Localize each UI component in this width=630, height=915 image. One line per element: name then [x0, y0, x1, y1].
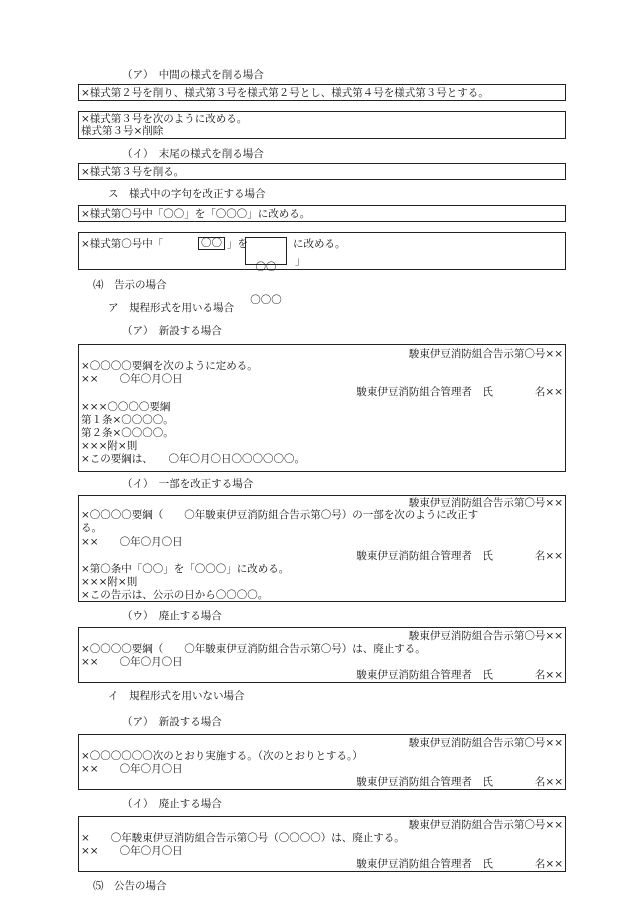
notice-line: ×××〇〇〇〇要綱 [81, 401, 171, 413]
example-line: ×様式第３号を削る。 [81, 166, 185, 178]
notice-line: ×この要綱は、 〇年〇月〇日〇〇〇〇〇〇。 [81, 453, 306, 465]
notice-line: ×××附×則 [81, 576, 138, 588]
example-box-2 [78, 111, 566, 139]
notice-signer: 駿東伊豆消防組合管理者 氏 名×× [356, 669, 563, 681]
notice-box-new-2 [78, 734, 566, 790]
notice-date: ×× 〇年〇月〇日 [81, 845, 183, 857]
notice-line: ×この告示は、公示の日から〇〇〇〇。 [81, 589, 269, 601]
notice-box-abolish-2 [78, 816, 566, 872]
notice-line: ×××附×則 [81, 440, 138, 452]
notice-signer: 駿東伊豆消防組合管理者 氏 名×× [356, 386, 563, 398]
notice-line: ×〇〇〇〇〇〇次のとおり実施する。（次のとおりとする。） [81, 750, 363, 762]
notice-date: ×× 〇年〇月〇日 [81, 763, 183, 775]
notice-number: 駿東伊豆消防組合告示第〇号×× [408, 630, 563, 642]
notice-box-new [78, 344, 566, 472]
inline-box-new-line1: 〇〇 [255, 261, 277, 273]
example-line: 様式第３号×削除 [81, 125, 164, 137]
notice-line: ×〇〇〇〇要綱（ 〇年駿東伊豆消防組合告示第〇号）の一部を次のように改正す [81, 509, 479, 521]
example-box-3 [78, 163, 566, 180]
notice-date: ×× 〇年〇月〇日 [81, 373, 183, 385]
heading-delete-middle-form: （ア） 中間の様式を削る場合 [122, 69, 264, 81]
heading-abolish-2: （イ） 廃止する場合 [122, 798, 222, 810]
example-line-prefix: ×様式第〇号中「 [81, 238, 164, 250]
section-4-heading: ⑷ 告示の場合 [93, 279, 167, 291]
notice-line: ×〇〇〇〇要綱を次のように定める。 [81, 360, 258, 372]
notice-line: る。 [81, 522, 102, 534]
heading-non-rule-format: イ 規程形式を用いない場合 [108, 690, 245, 702]
example-line-mid: 」を [227, 238, 248, 250]
section-5-heading: ⑸ 公告の場合 [93, 880, 167, 892]
notice-date: ×× 〇年〇月〇日 [81, 656, 183, 668]
heading-delete-last-form: （イ） 末尾の様式を削る場合 [122, 148, 264, 160]
notice-signer: 駿東伊豆消防組合管理者 氏 名×× [356, 776, 563, 788]
notice-number: 駿東伊豆消防組合告示第〇号×× [408, 497, 563, 509]
example-line: ×様式第３号を次のように改める。 [81, 113, 248, 125]
example-line-close: 」 [295, 255, 306, 267]
inline-box-new [245, 237, 287, 306]
notice-box-abolish [78, 627, 566, 683]
inline-box-old: 〇〇 [198, 237, 225, 250]
example-box-4 [78, 205, 566, 222]
inline-box-new-line2: 〇〇〇 [250, 294, 282, 306]
heading-partial-amend: （イ） 一部を改正する場合 [122, 478, 254, 490]
example-box-1 [78, 84, 566, 101]
heading-amend-wording-in-form: ス 様式中の字句を改正する場合 [108, 188, 266, 200]
notice-line: × 〇年駿東伊豆消防組合告示第〇号（〇〇〇〇）は、廃止する。 [81, 832, 405, 844]
notice-box-amend [78, 495, 566, 602]
notice-line: ×〇〇〇〇要綱（ 〇年駿東伊豆消防組合告示第〇号）は、廃止する。 [81, 643, 426, 655]
heading-abolish: （ウ） 廃止する場合 [122, 610, 222, 622]
heading-new-establish: （ア） 新設する場合 [122, 325, 222, 337]
example-line: ×様式第〇号中「〇〇」を「〇〇〇」に改める。 [81, 208, 311, 220]
heading-rule-format: ア 規程形式を用いる場合 [108, 302, 234, 314]
notice-line: 第１条×〇〇〇〇。 [81, 414, 174, 426]
example-line: ×様式第２号を削り、様式第３号を様式第２号とし、様式第４号を様式第３号とする。 [81, 87, 489, 99]
notice-line: 第２条×〇〇〇〇。 [81, 427, 174, 439]
notice-number: 駿東伊豆消防組合告示第〇号×× [408, 737, 563, 749]
notice-signer: 駿東伊豆消防組合管理者 氏 名×× [356, 550, 563, 562]
heading-new-establish-2: （ア） 新設する場合 [122, 716, 222, 728]
notice-number: 駿東伊豆消防組合告示第〇号×× [408, 819, 563, 831]
notice-signer: 駿東伊豆消防組合管理者 氏 名×× [356, 858, 563, 870]
notice-number: 駿東伊豆消防組合告示第〇号×× [408, 348, 563, 360]
notice-date: ×× 〇年〇月〇日 [81, 536, 183, 548]
notice-line: ×第〇条中「〇〇」を「〇〇〇」に改める。 [81, 563, 290, 575]
example-line-suffix: に改める。 [293, 238, 346, 250]
